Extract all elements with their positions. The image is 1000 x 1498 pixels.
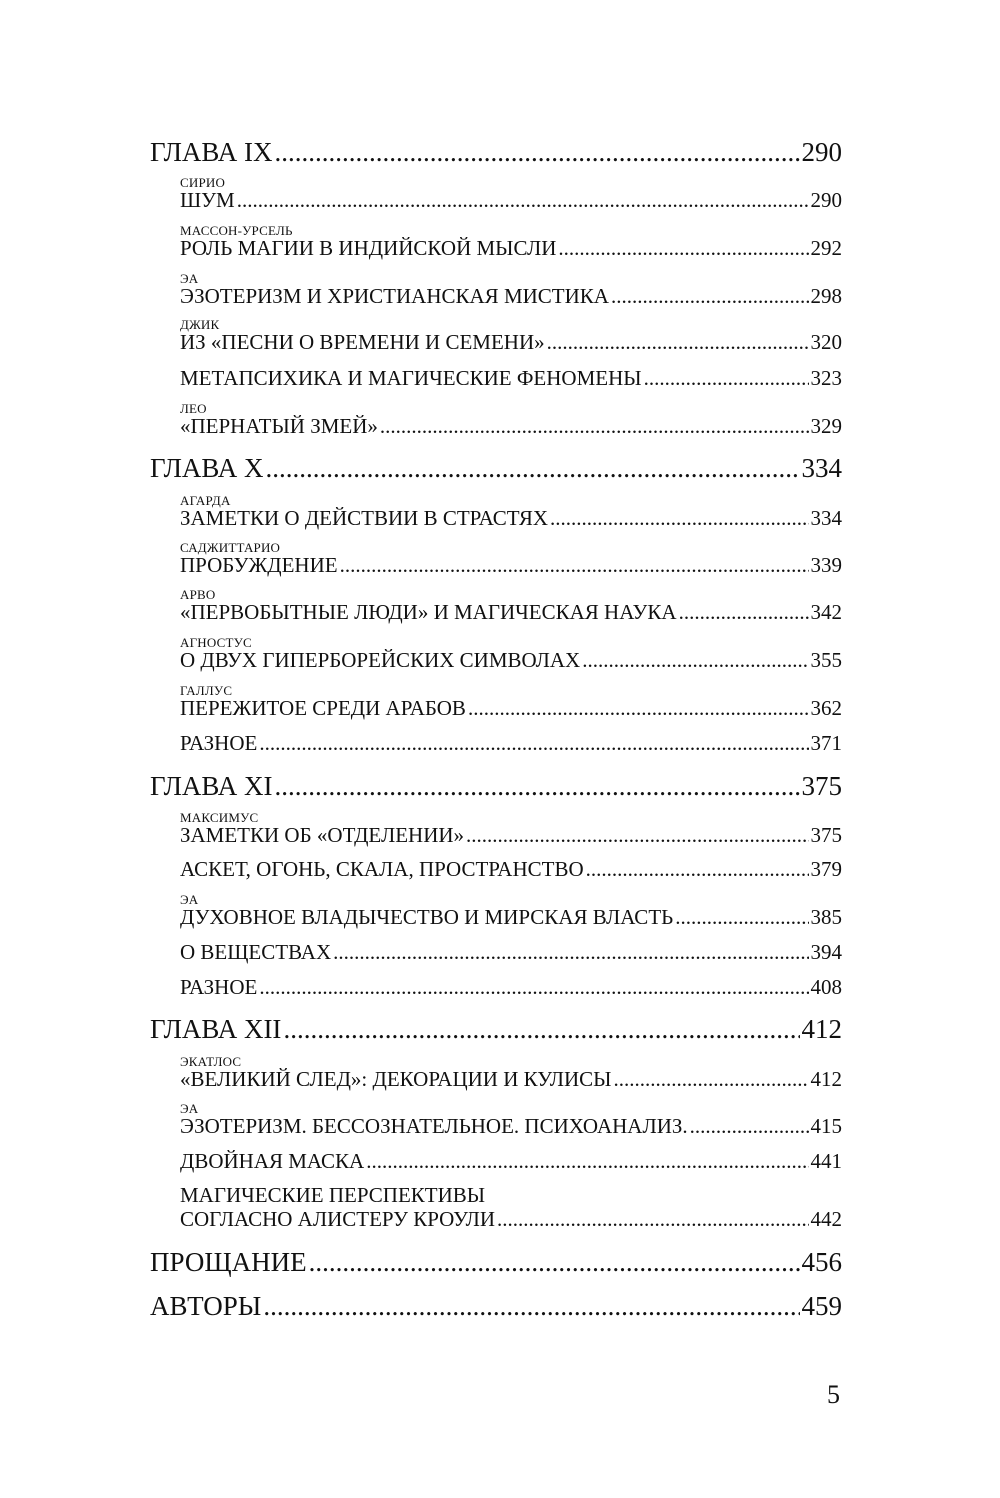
leader-dots bbox=[237, 188, 809, 212]
entry-page: 292 bbox=[810, 236, 842, 260]
entry-title bbox=[180, 1183, 495, 1231]
entry-page: 441 bbox=[810, 1149, 842, 1173]
entry-title: О ВЕЩЕСТВАХ bbox=[180, 940, 332, 964]
leader-dots bbox=[274, 136, 799, 168]
leader-dots bbox=[611, 284, 809, 308]
chapter-page: 290 bbox=[801, 137, 842, 167]
leader-dots bbox=[497, 1207, 808, 1231]
chapter-title: ГЛАВА XI bbox=[150, 771, 273, 801]
entry-page: 408 bbox=[810, 975, 842, 999]
entry-title: «ПЕРНАТЫЙ ЗМЕЙ» bbox=[180, 414, 378, 438]
leader-dots bbox=[466, 823, 808, 847]
entry-page: 329 bbox=[810, 414, 842, 438]
entry-page: 385 bbox=[810, 905, 842, 929]
entry-title: «ПЕРВОБЫТНЫЕ ЛЮДИ» И МАГИЧЕСКАЯ НАУКА bbox=[180, 600, 677, 624]
entry-author: АГАРДА bbox=[180, 493, 231, 508]
entry-title: РАЗНОЕ bbox=[180, 975, 258, 999]
page-number: 5 bbox=[827, 1380, 840, 1409]
entry-title: ЭЗОТЕРИЗМ И ХРИСТИАНСКАЯ МИСТИКА bbox=[180, 284, 609, 308]
entry-author: МАССОН-УРСЕЛЬ bbox=[180, 223, 293, 238]
entry-page: 442 bbox=[810, 1207, 842, 1231]
toc-entry[interactable] bbox=[180, 414, 842, 438]
entry-title: ДУХОВНОЕ ВЛАДЫЧЕСТВО И МИРСКАЯ ВЛАСТЬ bbox=[180, 905, 674, 929]
entry-author: АГНОСТУС bbox=[180, 635, 252, 650]
toc-entry[interactable] bbox=[180, 506, 842, 530]
chapter-page: 456 bbox=[801, 1247, 842, 1277]
toc-entry[interactable] bbox=[180, 1067, 842, 1091]
entry-title-line-2: СОГЛАСНО АЛИСТЕРУ КРОУЛИ bbox=[180, 1207, 496, 1231]
toc-entry[interactable] bbox=[180, 857, 842, 881]
entry-title: ДВОЙНАЯ МАСКА bbox=[180, 1149, 365, 1173]
leader-dots bbox=[613, 1067, 808, 1091]
entry-title-line-1: МАГИЧЕСКИЕ ПЕРСПЕКТИВЫ bbox=[180, 1183, 486, 1207]
entry-author: САДЖИТТАРИО bbox=[180, 540, 281, 555]
entry-author: ЭА bbox=[180, 271, 199, 286]
toc-entry[interactable] bbox=[180, 696, 842, 720]
entry-page: 339 bbox=[810, 553, 842, 577]
toc-entry[interactable] bbox=[180, 940, 842, 964]
toc-entry[interactable] bbox=[180, 648, 842, 672]
toc-entry[interactable] bbox=[180, 975, 842, 999]
leader-dots bbox=[558, 236, 808, 260]
entry-title: ИЗ «ПЕСНИ О ВРЕМЕНИ И СЕМЕНИ» bbox=[180, 330, 545, 354]
toc-entry[interactable] bbox=[180, 236, 842, 260]
entry-title: МЕТАПСИХИКА И МАГИЧЕСКИЕ ФЕНОМЕНЫ bbox=[180, 366, 642, 390]
leader-dots bbox=[679, 600, 809, 624]
toc-entry[interactable] bbox=[180, 284, 842, 308]
chapter-title: ГЛАВА XII bbox=[150, 1014, 282, 1044]
leader-dots bbox=[265, 452, 799, 484]
entry-page: 371 bbox=[810, 731, 842, 755]
leader-dots bbox=[309, 1246, 800, 1278]
leader-dots bbox=[582, 648, 808, 672]
leader-dots bbox=[366, 1149, 808, 1173]
entry-title: ЭЗОТЕРИЗМ. БЕССОЗНАТЕЛЬНОЕ. ПСИХОАНАЛИЗ. bbox=[180, 1114, 688, 1138]
entry-page: 334 bbox=[810, 506, 842, 530]
entry-page: 320 bbox=[810, 330, 842, 354]
entry-title: РАЗНОЕ bbox=[180, 731, 258, 755]
leader-dots bbox=[340, 553, 809, 577]
entry-title: РОЛЬ МАГИИ В ИНДИЙСКОЙ МЫСЛИ bbox=[180, 236, 557, 260]
leader-dots bbox=[690, 1114, 809, 1138]
chapter-page: 412 bbox=[801, 1014, 842, 1044]
leader-dots bbox=[586, 857, 809, 881]
entry-title: О ДВУХ ГИПЕРБОРЕЙСКИХ СИМВОЛАХ bbox=[180, 648, 581, 672]
leader-dots bbox=[263, 1290, 799, 1322]
chapter-title: ГЛАВА X bbox=[150, 453, 264, 483]
toc-entry[interactable] bbox=[180, 1183, 842, 1231]
leader-dots bbox=[259, 731, 808, 755]
toc-entry[interactable] bbox=[180, 330, 842, 354]
entry-author: ЭКАТЛОС bbox=[180, 1054, 242, 1069]
leader-dots bbox=[333, 940, 808, 964]
entry-author: СИРИО bbox=[180, 175, 226, 190]
entry-author: АРВО bbox=[180, 587, 216, 602]
leader-dots bbox=[259, 975, 808, 999]
entry-page: 342 bbox=[810, 600, 842, 624]
chapter-page: 375 bbox=[801, 771, 842, 801]
entry-author: МАКСИМУС bbox=[180, 810, 259, 825]
entry-author: ЭА bbox=[180, 892, 199, 907]
entry-title: «ВЕЛИКИЙ СЛЕД»: ДЕКОРАЦИИ И КУЛИСЫ bbox=[180, 1067, 612, 1091]
leader-dots bbox=[274, 770, 799, 802]
toc-entry[interactable] bbox=[180, 1149, 842, 1173]
leader-dots bbox=[380, 414, 809, 438]
toc-entry[interactable] bbox=[180, 823, 842, 847]
entry-page: 415 bbox=[810, 1114, 842, 1138]
leader-dots bbox=[468, 696, 809, 720]
entry-title: ПРОБУЖДЕНИЕ bbox=[180, 553, 338, 577]
toc-chapter-10[interactable] bbox=[150, 452, 842, 484]
entry-title: ШУМ bbox=[180, 188, 235, 212]
toc-chapter-12[interactable] bbox=[150, 1013, 842, 1045]
entry-page: 298 bbox=[810, 284, 842, 308]
leader-dots bbox=[547, 330, 809, 354]
entry-page: 394 bbox=[810, 940, 842, 964]
toc-entry[interactable] bbox=[180, 366, 842, 390]
entry-page: 323 bbox=[810, 366, 842, 390]
entry-author: ГАЛЛУС bbox=[180, 683, 233, 698]
chapter-title: ГЛАВА IX bbox=[150, 137, 273, 167]
entry-author: ДЖИК bbox=[180, 317, 220, 332]
entry-page: 355 bbox=[810, 648, 842, 672]
entry-author: ЛЕО bbox=[180, 401, 207, 416]
toc-authors[interactable] bbox=[150, 1290, 842, 1322]
toc-entry[interactable] bbox=[180, 1114, 842, 1138]
entry-title: АСКЕТ, ОГОНЬ, СКАЛА, ПРОСТРАНСТВО bbox=[180, 857, 584, 881]
toc-entry[interactable] bbox=[180, 731, 842, 755]
entry-title: ПЕРЕЖИТОЕ СРЕДИ АРАБОВ bbox=[180, 696, 466, 720]
entry-page: 375 bbox=[810, 823, 842, 847]
entry-title: ЗАМЕТКИ ОБ «ОТДЕЛЕНИИ» bbox=[180, 823, 465, 847]
chapter-page: 334 bbox=[801, 453, 842, 483]
toc-chapter-11[interactable] bbox=[150, 770, 842, 802]
entry-page: 412 bbox=[810, 1067, 842, 1091]
entry-author: ЭА bbox=[180, 1101, 199, 1116]
leader-dots bbox=[283, 1013, 799, 1045]
leader-dots bbox=[675, 905, 808, 929]
toc-entry[interactable] bbox=[180, 553, 842, 577]
chapter-title: АВТОРЫ bbox=[150, 1291, 262, 1321]
toc-farewell[interactable] bbox=[150, 1246, 842, 1278]
entry-page: 379 bbox=[810, 857, 842, 881]
leader-dots bbox=[550, 506, 808, 530]
entry-page: 362 bbox=[810, 696, 842, 720]
leader-dots bbox=[644, 366, 809, 390]
chapter-title: ПРОЩАНИЕ bbox=[150, 1247, 307, 1277]
toc-entry[interactable] bbox=[180, 188, 842, 212]
entry-page: 290 bbox=[810, 188, 842, 212]
chapter-page: 459 bbox=[801, 1291, 842, 1321]
toc-entry[interactable] bbox=[180, 600, 842, 624]
toc-chapter-9[interactable] bbox=[150, 136, 842, 168]
entry-title: ЗАМЕТКИ О ДЕЙСТВИИ В СТРАСТЯХ bbox=[180, 506, 549, 530]
toc-entry[interactable] bbox=[180, 905, 842, 929]
